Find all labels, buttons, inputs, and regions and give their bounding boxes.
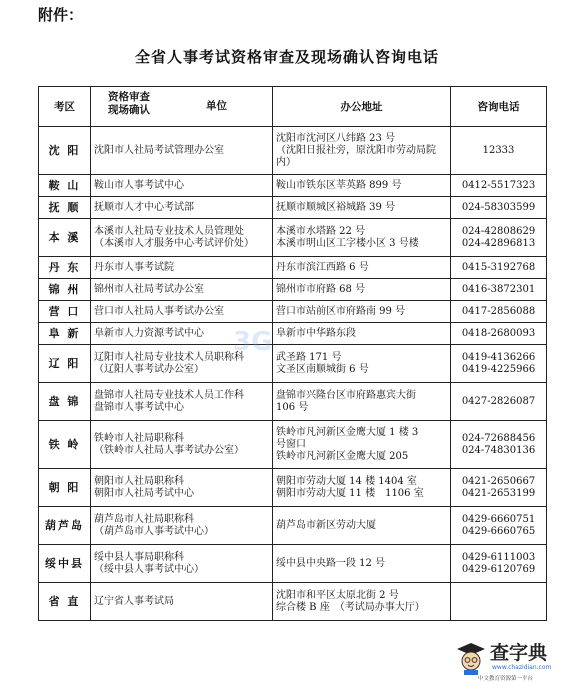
- row-phone: 0427-2826087: [451, 383, 547, 421]
- watermark-mark: 3G: [233, 327, 273, 357]
- row-address: 武圣路 171 号 文圣区南顺城街 6 号: [273, 345, 451, 383]
- row-unit: 朝阳市人社局职称科 朝阳市人社局考试中心: [91, 469, 273, 507]
- row-phone: 0412-5517323: [451, 175, 547, 197]
- row-unit: 铁岭市人社局职称科 （铁岭市人社局人事考试办公室）: [91, 421, 273, 469]
- row-region: 朝 阳: [39, 469, 91, 507]
- row-address: 营口市站前区市府路南 99 号: [273, 301, 451, 323]
- row-phone: 0429-6660751 0429-6660765: [451, 507, 547, 545]
- row-phone: 0421-2650667 0421-2653199: [451, 469, 547, 507]
- row-unit: 抚顺市人才中心考试部: [91, 197, 273, 219]
- header-unit-word: 单位: [206, 99, 227, 112]
- logo-tagline: 中文教育资源第一平台: [478, 676, 534, 682]
- row-region: 营 口: [39, 301, 91, 323]
- table-row: [39, 421, 547, 469]
- header-unit: [91, 87, 273, 127]
- row-unit: 营口市人社局人事考试办公室: [91, 301, 273, 323]
- row-region: 锦 州: [39, 279, 91, 301]
- row-unit: 沈阳市人社局考试管理办公室: [91, 127, 273, 175]
- attachment-label: 附件：: [38, 6, 84, 24]
- row-phone: [451, 583, 547, 621]
- row-region: 盘 锦: [39, 383, 91, 421]
- row-address: 朝阳市劳动大厦 14 楼 1404 室 朝阳市劳动大厦 11 楼 1106 室: [273, 469, 451, 507]
- mascot-icon: [456, 642, 486, 676]
- table-row: [39, 301, 547, 323]
- row-region: 绥中县: [39, 545, 91, 583]
- table-row: [39, 279, 547, 301]
- table-row: [39, 197, 547, 219]
- row-address: 抚顺市顺城区裕城路 39 号: [273, 197, 451, 219]
- row-unit: 绥中县人事局职称科 （绥中县人事考试中心）: [91, 545, 273, 583]
- row-region: 沈 阳: [39, 127, 91, 175]
- row-region: 抚 顺: [39, 197, 91, 219]
- row-region: 省 直: [39, 583, 91, 621]
- row-address: 丹东市滨江西路 6 号: [273, 257, 451, 279]
- row-address: 铁岭市凡河新区金鹰大厦 1 楼 3 号窗口 铁岭市凡河新区金鹰大厦 205: [273, 421, 451, 469]
- row-address: 沈阳市沈河区八纬路 23 号 （沈阳日报社旁，原沈阳市劳动局院内）: [273, 127, 451, 175]
- row-address: 盘锦市兴隆台区市府路惠宾大街 106 号: [273, 383, 451, 421]
- row-phone: 0419-4136266 0419-4225966: [451, 345, 547, 383]
- row-phone: 0429-6111003 0429-6120769: [451, 545, 547, 583]
- logo-url: www.chazidian.com: [492, 664, 552, 671]
- row-unit: 丹东市人事考试院: [91, 257, 273, 279]
- row-address: 锦州市市府路 68 号: [273, 279, 451, 301]
- row-address: 绥中县中央路一段 12 号: [273, 545, 451, 583]
- row-phone: 12333: [451, 127, 547, 175]
- table-row: [39, 507, 547, 545]
- table-row: [39, 257, 547, 279]
- row-unit: 锦州市人社局考试办公室: [91, 279, 273, 301]
- chazidian-logo: [456, 640, 568, 686]
- row-region: 阜 新: [39, 323, 91, 345]
- table-row: [39, 583, 547, 621]
- row-address: 葫芦岛市新区劳动大厦: [273, 507, 451, 545]
- logo-brand: 查字典: [490, 642, 548, 664]
- row-address: 本溪市水塔路 22 号 本溪市明山区工字楼小区 3 号楼: [273, 219, 451, 257]
- row-address: 沈阳市和平区太原北街 2 号 综合楼 B 座 （考试局办事大厅）: [273, 583, 451, 621]
- row-unit: 辽阳市人社局专业技术人员职称科 （辽阳人事考试办公室）: [91, 345, 273, 383]
- row-region: 辽 阳: [39, 345, 91, 383]
- row-region: 葫芦岛: [39, 507, 91, 545]
- row-region: 铁 岭: [39, 421, 91, 469]
- row-address: 阜新市中华路东段: [273, 323, 451, 345]
- row-phone: 0417-2856088: [451, 301, 547, 323]
- table-row: [39, 383, 547, 421]
- row-phone: 0416-3872301: [451, 279, 547, 301]
- header-phone: 咨询电话: [451, 87, 547, 127]
- header-unit-sub: 资格审查 现场确认: [108, 90, 150, 116]
- row-phone: 024-72688456 024-74830136: [451, 421, 547, 469]
- row-address: 鞍山市铁东区莘英路 899 号: [273, 175, 451, 197]
- row-unit: 阜新市人力资源考试中心: [91, 323, 273, 345]
- row-region: 丹 东: [39, 257, 91, 279]
- table-header-row: [39, 87, 547, 127]
- row-phone: 024-58303599: [451, 197, 547, 219]
- row-region: 鞍 山: [39, 175, 91, 197]
- row-unit: 本溪市人社局专业技术人员管理处 （本溪市人才服务中心考试评价处）: [91, 219, 273, 257]
- table-row: [39, 469, 547, 507]
- table-row: [39, 175, 547, 197]
- header-address: 办公地址: [273, 87, 451, 127]
- row-unit: 葫芦岛市人社局职称科 （葫芦岛市人事考试中心）: [91, 507, 273, 545]
- row-unit: 辽宁省人事考试局: [91, 583, 273, 621]
- row-phone: 0415-3192768: [451, 257, 547, 279]
- row-unit: 盘锦市人社局专业技术人员工作科 盘锦市人事考试中心: [91, 383, 273, 421]
- row-unit: 鞍山市人事考试中心: [91, 175, 273, 197]
- row-phone: 024-42808629 024-42896813: [451, 219, 547, 257]
- table-row: [39, 219, 547, 257]
- row-region: 本 溪: [39, 219, 91, 257]
- table-row: [39, 127, 547, 175]
- header-region: 考区: [39, 87, 91, 127]
- table-row: [39, 545, 547, 583]
- row-phone: 0418-2680093: [451, 323, 547, 345]
- document-title: 全省人事考试资格审查及现场确认咨询电话: [134, 48, 439, 66]
